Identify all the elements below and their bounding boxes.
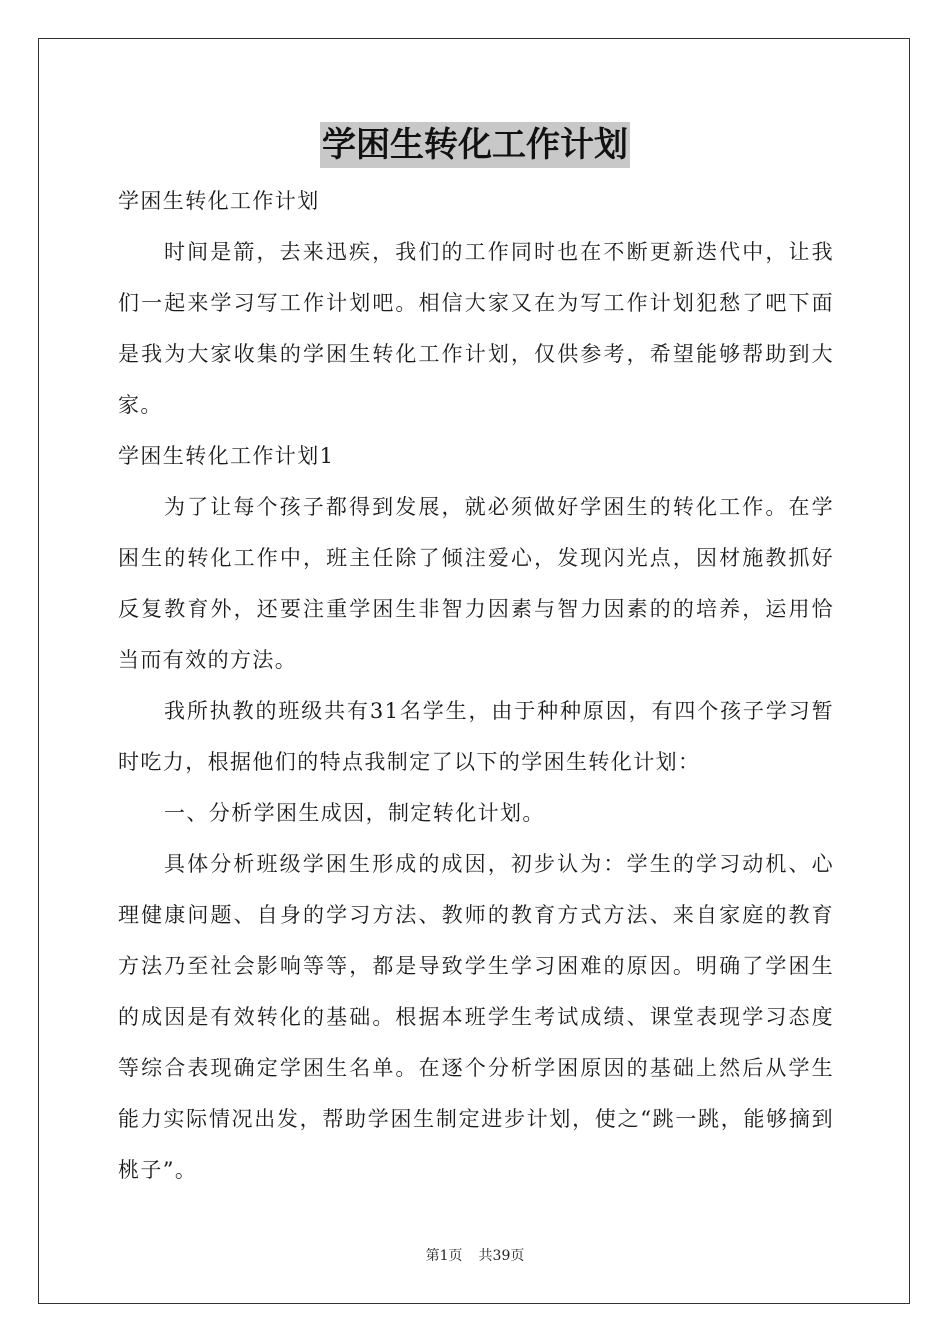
section-heading: 学困生转化工作计划1 xyxy=(118,444,335,468)
page-total: 共39页 xyxy=(478,1248,525,1264)
paragraph-intro: 时间是箭，去来迅疾，我们的工作同时也在不断更新迭代中，让我们一起来学习写工作计划吧。相信大家又在为写工作计划犯愁了吧下面是我为大家收集的学困生转化工作计划，仅供参考，希望能够帮助到大家。 xyxy=(118,240,834,417)
paragraph-heading: 一、分析学困生成因，制定转化计划。 xyxy=(164,801,545,825)
document-title: 学困生转化工作计划 xyxy=(320,122,630,168)
page-number: 第1页 xyxy=(425,1248,463,1264)
paragraph: 具体分析班级学困生形成的成因，初步认为：学生的学习动机、心理健康问题、自身的学习方法、教师的教育方式方法、来自家庭的教育方法乃至社会影响等等，都是导致学生学习困难的原因。明确了学困生的成因是有效转化的基础。根据本班学生考试成绩、课堂表现学习态度等综合表现确定学困生名单。在逐个分析学困原因的基础上然后从学生能力实际情况出发，帮助学困生制定进步计划，使之“跳一跳，能够摘到桃子”。 xyxy=(118,852,834,1182)
paragraph: 我所执教的班级共有31名学生，由于种种原因，有四个孩子学习暂时吃力，根据他们的特点我制定了以下的学困生转化计划： xyxy=(118,699,834,774)
title-container xyxy=(0,122,950,168)
document-body xyxy=(118,176,834,1196)
paragraph: 为了让每个孩子都得到发展，就必须做好学困生的转化工作。在学困生的转化工作中，班主任除了倾注爱心，发现闪光点，因材施教抓好反复教育外，还要注重学困生非智力因素与智力因素的的培养，运用恰当而有效的方法。 xyxy=(118,495,834,672)
page-footer xyxy=(0,1246,950,1266)
paragraph-subtitle: 学困生转化工作计划 xyxy=(118,189,320,213)
